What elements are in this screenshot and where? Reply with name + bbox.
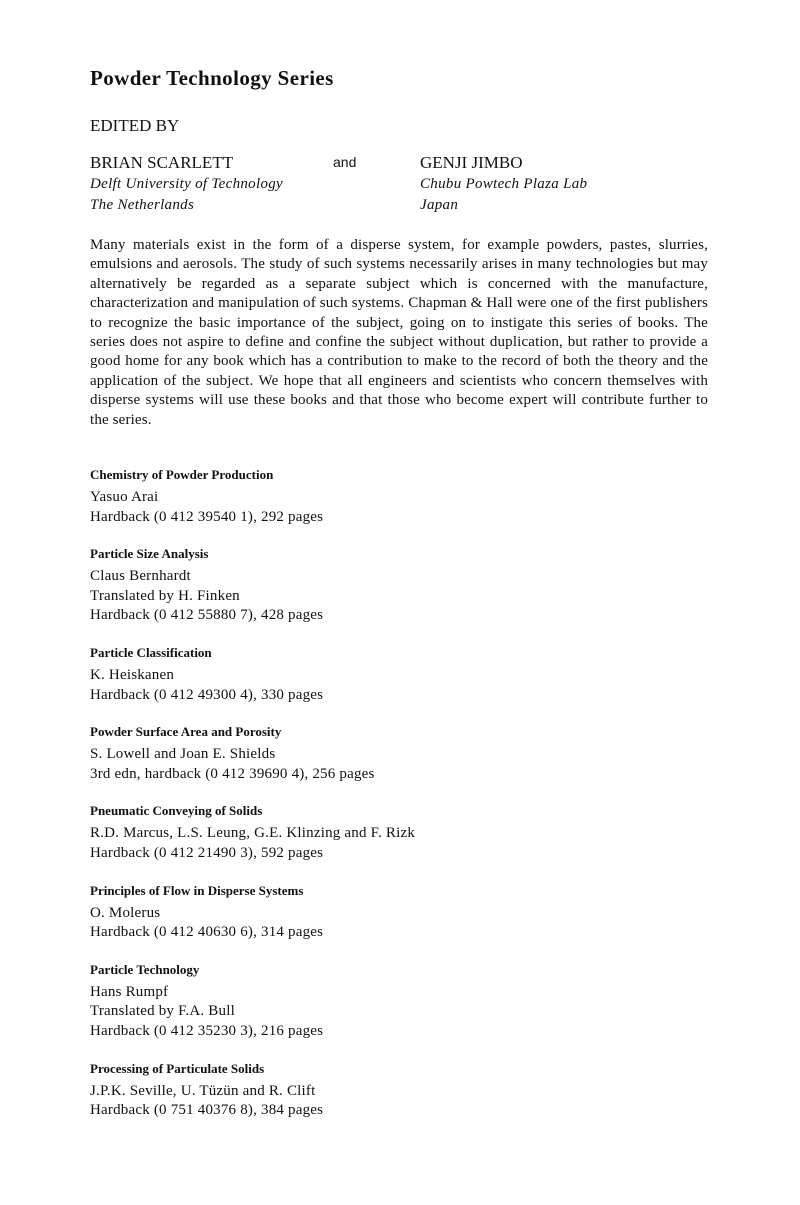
editor-scarlett (90, 152, 283, 216)
book-title: Powder Surface Area and Porosity (90, 724, 282, 740)
book-detail-line: Hardback (0 412 35230 3), 216 pages (90, 1022, 324, 1039)
book-detail-line: Hardback (0 412 39540 1), 292 pages (90, 508, 324, 525)
book-entry (90, 1060, 710, 1121)
book-title: Principles of Flow in Disperse Systems (90, 882, 304, 898)
book-title: Particle Size Analysis (90, 546, 209, 562)
book-entry (90, 644, 710, 705)
book-detail-line: Translated by H. Finken (90, 587, 240, 604)
editor-affiliation-line: Japan (420, 197, 459, 213)
edited-by-label: EDITED BY (90, 116, 180, 135)
book-title: Pneumatic Conveying of Solids (90, 803, 263, 819)
book-title: Particle Technology (90, 961, 200, 977)
book-detail-line: R.D. Marcus, L.S. Leung, G.E. Klinzing and F. Rizk (90, 825, 416, 842)
book-entry (90, 802, 710, 863)
editor-name: BRIAN SCARLETT (90, 153, 234, 172)
series-description: Many materials exist in the form of a disperse system, for example powders, pastes, slurries, emulsions and aerosols. The study of such systems necessarily arises in many technologies but may alternatively be regarded as a separate subject which is concerned with the manufacture, characterization and manipulation of such systems. Chapman & Hall were one of the first publishers to recognize the basic importance of the subject, going on to instigate this series of books. The series does not aspire to define and confine the subject without duplication, but rather to provide a good home for any book which has a contribution to make to the record of both the theory and the application of the subject. We hope that all engineers and scientists who concern themselves with disperse systems will use these books and that those who become expert will contribute further to the series. (90, 237, 708, 428)
book-detail-line: Translated by F.A. Bull (90, 1003, 235, 1020)
book-detail-line: 3rd edn, hardback (0 412 39690 4), 256 pages (90, 765, 375, 782)
book-list (90, 466, 710, 1139)
editor-affiliation-line: Chubu Powtech Plaza Lab (420, 176, 588, 192)
editor-affiliation-line: Delft University of Technology (90, 176, 283, 192)
book-title: Particle Classification (90, 644, 212, 660)
book-detail-line: S. Lowell and Joan E. Shields (90, 746, 276, 763)
book-detail-line: Hardback (0 412 21490 3), 592 pages (90, 844, 324, 861)
editor-name: GENJI JIMBO (420, 153, 523, 172)
book-entry (90, 961, 710, 1042)
book-entry (90, 466, 710, 527)
series-title: Powder Technology Series (90, 66, 334, 90)
editors-block (90, 152, 710, 218)
book-detail-line: Hardback (0 412 55880 7), 428 pages (90, 607, 324, 624)
book-detail-line: K. Heiskanen (90, 666, 175, 683)
book-detail-line: Claus Bernhardt (90, 568, 191, 585)
book-entry (90, 723, 710, 784)
book-detail-line: Hardback (0 412 49300 4), 330 pages (90, 686, 324, 703)
book-detail-line: Hans Rumpf (90, 983, 169, 1000)
book-entry (90, 882, 710, 943)
editor-jimbo (420, 152, 587, 216)
book-title: Processing of Particulate Solids (90, 1060, 265, 1076)
book-entry (90, 545, 710, 626)
editor-affiliation-line: The Netherlands (90, 197, 195, 213)
book-detail-line: J.P.K. Seville, U. Tüzün and R. Clift (90, 1082, 316, 1099)
book-detail-line: Yasuo Arai (90, 489, 159, 505)
book-detail-line: O. Molerus (90, 904, 161, 921)
and-conjunction: and (333, 154, 357, 170)
book-detail-line: Hardback (0 412 40630 6), 314 pages (90, 924, 324, 941)
book-detail-line: Hardback (0 751 40376 8), 384 pages (90, 1102, 324, 1119)
book-title: Chemistry of Powder Production (90, 467, 274, 482)
